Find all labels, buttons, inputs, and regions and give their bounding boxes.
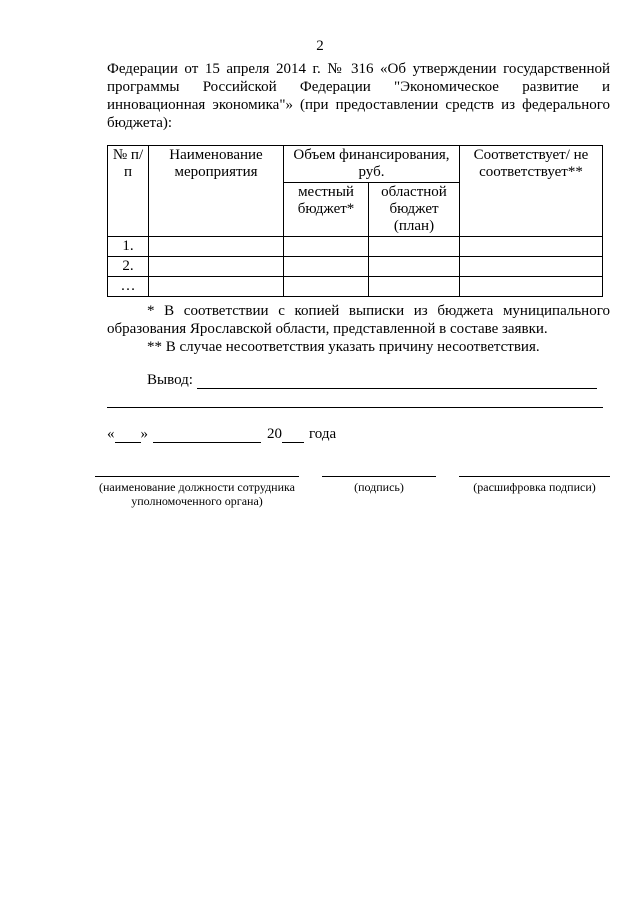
- table-row: [108, 237, 603, 257]
- header-local: местный бюджет*: [284, 183, 369, 237]
- date-close-quote: »: [140, 426, 148, 442]
- funding-table: [107, 145, 603, 297]
- footnote-mismatch: ** В случае несоответствия указать причину несоответствия.: [147, 339, 540, 355]
- conclusion-second-line[interactable]: [107, 407, 603, 408]
- signature-line[interactable]: (подпись): [322, 476, 436, 494]
- year-field[interactable]: [282, 428, 304, 443]
- cell: [460, 257, 603, 277]
- date-open-quote: «: [107, 426, 115, 442]
- row-number: 2.: [108, 257, 149, 277]
- conclusion-row: [147, 372, 597, 389]
- position-line[interactable]: (наименование должности сотрудника уполномоченного органа): [95, 476, 299, 508]
- header-name: Наименование мероприятия: [149, 146, 284, 237]
- cell: [369, 257, 460, 277]
- signature-position-block: [95, 476, 299, 508]
- header-num: № п/п: [108, 146, 149, 237]
- conclusion-label: Вывод:: [147, 372, 193, 388]
- table-row: [108, 277, 603, 297]
- cell: [369, 237, 460, 257]
- row-number: 1.: [108, 237, 149, 257]
- day-field[interactable]: [115, 428, 141, 443]
- header-match: Соответствует/ не соответствует**: [460, 146, 603, 237]
- year-prefix: 20: [267, 426, 282, 442]
- date-row: [107, 426, 336, 443]
- table-header-row: [108, 146, 603, 183]
- header-funding: Объем финансирования, руб.: [284, 146, 460, 183]
- page-number: 2: [316, 38, 324, 54]
- table-row: [108, 257, 603, 277]
- signature-sign-block: [322, 476, 436, 494]
- cell: [149, 257, 284, 277]
- cell: [149, 237, 284, 257]
- date-suffix: года: [309, 426, 337, 442]
- decoding-line[interactable]: (расшифровка подписи): [459, 476, 610, 494]
- intro-paragraph: Федерации от 15 апреля 2014 г. № 316 «Об утверждении государственной программы Российской Федерации "Экономическое развитие и инновационная экономика"» (при предоставлении средств из федерального бюджета):: [107, 61, 610, 131]
- cell: [460, 277, 603, 297]
- cell: [369, 277, 460, 297]
- conclusion-fill-line[interactable]: [197, 374, 597, 389]
- row-number: …: [108, 277, 149, 297]
- cell: [149, 277, 284, 297]
- cell: [284, 237, 369, 257]
- signature-decoding-block: [459, 476, 610, 494]
- cell: [284, 257, 369, 277]
- footnotes: [107, 302, 610, 356]
- cell: [284, 277, 369, 297]
- footnote-local-budget: * В соответствии с копией выписки из бюджета муниципального образования Ярославской области, представленной в составе заявки.: [107, 303, 610, 337]
- month-field[interactable]: [153, 428, 261, 443]
- header-regional: областной бюджет (план): [369, 183, 460, 237]
- cell: [460, 237, 603, 257]
